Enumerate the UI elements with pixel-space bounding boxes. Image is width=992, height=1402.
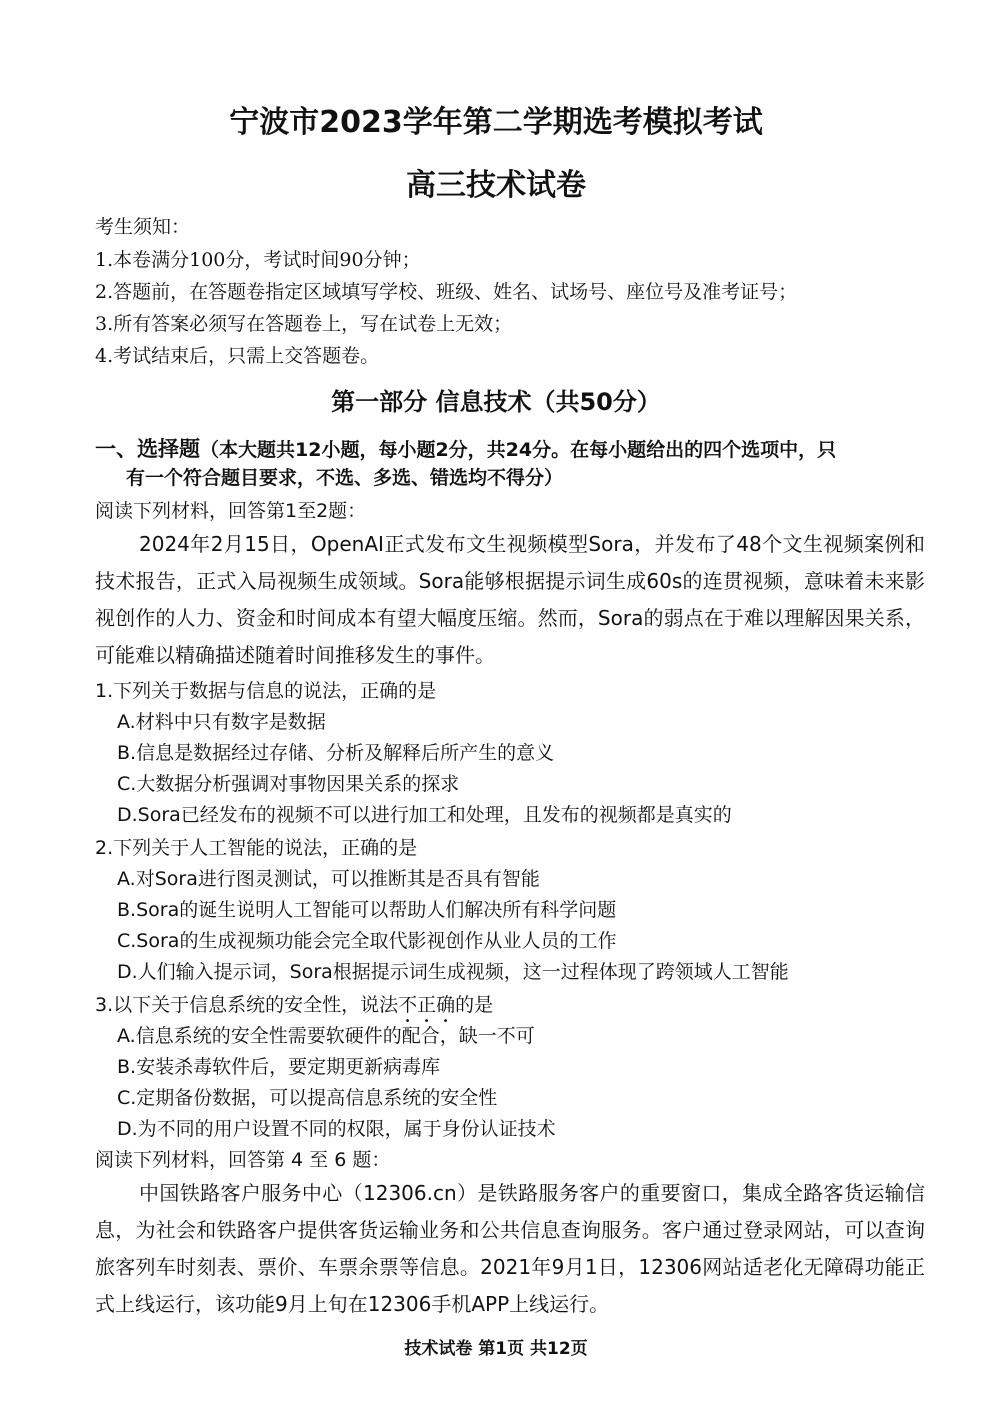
question-stem: 2.下列关于人工智能的说法，正确的是 <box>95 837 418 859</box>
exam-title: 宁波市2023学年第二学期选考模拟考试 <box>229 105 763 140</box>
question-option: D.为不同的用户设置不同的权限，属于身份认证技术 <box>117 1118 556 1140</box>
question-option: C.大数据分析强调对事物因果关系的探求 <box>117 773 460 795</box>
section-heading <box>95 433 836 463</box>
notice-item: 3.所有答案必须写在答题卷上，写在试卷上无效； <box>95 313 513 335</box>
section-description: （本大题共12小题，每小题2分，共24分。在每小题给出的四个选项中，只 <box>200 439 837 461</box>
question-option: B.信息是数据经过存储、分析及解释后所产生的意义 <box>117 742 555 764</box>
question-stem-suffix: 的是 <box>455 994 494 1016</box>
question-option: A.材料中只有数字是数据 <box>117 711 326 733</box>
question-option: D.人们输入提示词，Sora根据提示词生成视频，这一过程体现了跨领域人工智能 <box>117 961 789 983</box>
material-intro: 阅读下列材料，回答第1至2题： <box>95 500 367 522</box>
part-title: 第一部分 信息技术（共50分） <box>331 388 661 416</box>
notice-item: 4.考试结束后，只需上交答题卷。 <box>95 345 380 367</box>
question-option: C.Sora的生成视频功能会完全取代影视创作从业人员的工作 <box>117 930 617 952</box>
question-option: C.定期备份数据，可以提高信息系统的安全性 <box>117 1087 498 1109</box>
page-footer: 技术试卷 第1页 共12页 <box>404 1339 588 1359</box>
question-stem-emphasis: 不正确 <box>398 994 456 1016</box>
material-text: 2024年2月15日，OpenAI正式发布文生视频模型Sora，并发布了48个文生视频案例和技术报告，正式入局视频生成领域。Sora能够根据提示词生成60s的连贯视频，意味着未来影视创作的人力、资金和时间成本有望大幅度压缩。然而，Sora的弱点在于难以理解因果关系，可能难以精确描述随着时间推移发生的事件。 <box>95 532 925 667</box>
question-stem-prefix: 3.以下关于信息系统的安全性，说法 <box>95 994 399 1016</box>
notice-item: 1.本卷满分100分，考试时间90分钟； <box>95 249 421 271</box>
exam-subtitle: 高三技术试卷 <box>406 168 586 203</box>
section-description-continued: 有一个符合题目要求，不选、多选、错选均不得分） <box>126 467 564 489</box>
notice-item: 2.答题前，在答题卷指定区域填写学校、班级、姓名、试场号、座位号及准考证号； <box>95 281 798 303</box>
section-label: 一、选择题 <box>95 437 200 461</box>
question-option: B.安装杀毒软件后，要定期更新病毒库 <box>117 1056 441 1078</box>
material-intro: 阅读下列材料，回答第 4 至 6 题： <box>95 1149 391 1171</box>
question-option: B.Sora的诞生说明人工智能可以帮助人们解决所有科学问题 <box>117 899 617 921</box>
material-text: 中国铁路客户服务中心（12306.cn）是铁路服务客户的重要窗口，集成全路客货运输信息，为社会和铁路客户提供客货运输业务和公共信息查询服务。客户通过登录网站，可以查询旅客列车时刻表、票价、车票余票等信息。2021年9月1日，12306网站适老化无障碍功能正式上线运行，该功能9月上旬在12306手机APP上线运行。 <box>95 1181 925 1316</box>
question-option: D.Sora已经发布的视频不可以进行加工和处理，且发布的视频都是真实的 <box>117 804 732 826</box>
question-option: A.信息系统的安全性需要软硬件的配合，缺一不可 <box>117 1025 535 1047</box>
question-option: A.对Sora进行图灵测试，可以推断其是否具有智能 <box>117 868 540 890</box>
notice-heading: 考生须知： <box>95 216 191 238</box>
question-stem: 1.下列关于数据与信息的说法，正确的是 <box>95 680 437 702</box>
